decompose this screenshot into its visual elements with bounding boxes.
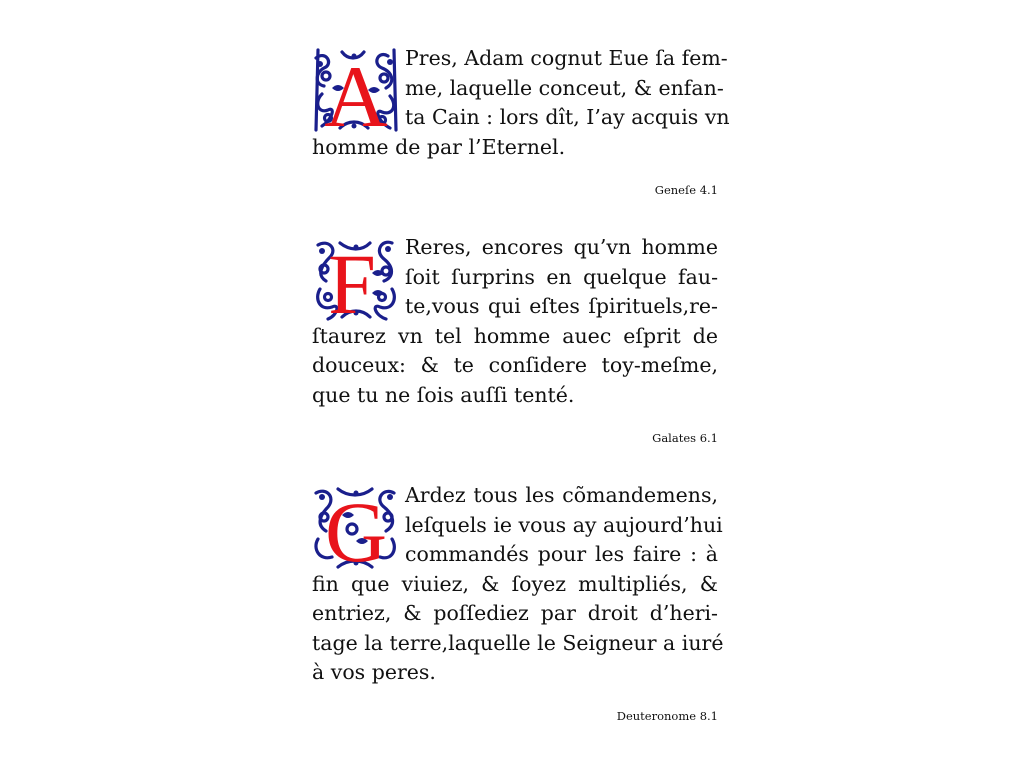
text-line: ta Cain : lors dît, I’ay acquis vn (405, 105, 730, 129)
passage-deuteronomy (312, 481, 724, 723)
floral-ornament-icon (312, 485, 398, 569)
text-line: ſoit ſurprins en quelque fau- (405, 264, 718, 289)
text-line: Pres, Adam cognut Eue ſa fem- (405, 46, 728, 70)
text-line: commandés pour les faire : à (405, 542, 718, 566)
ornamental-initial-g (312, 485, 398, 569)
text-line: te,vous qui eſtes ſpirituels,re- (405, 294, 718, 318)
text-line: Ardez tous les cõmandemens, (405, 483, 718, 507)
text-line: à vos peres. (312, 660, 436, 684)
scripture-reference: Galates 6.1 (652, 431, 718, 445)
passage-genesis (312, 44, 730, 197)
svg-text:G: G (324, 485, 388, 569)
svg-text:A: A (324, 49, 388, 132)
ornamental-initial-a (312, 48, 398, 132)
text-line: ſtaurez vn tel homme auec eſprit de (312, 323, 718, 348)
text-line: ﬁn que viuiez, & ſoyez multipliés, & (312, 571, 718, 596)
svg-text:F: F (328, 237, 376, 321)
text-line: leſquels ie vous ay aujourd’hui (405, 512, 723, 537)
scripture-reference: Deuteronome 8.1 (616, 708, 718, 723)
text-line: entriez, & poſſediez par droit d’heri- (312, 601, 718, 625)
text-line: homme de par l’Eternel. (312, 134, 566, 159)
text-line: Reres, encores qu’vn homme (405, 235, 718, 259)
passage-galatians (312, 233, 718, 445)
floral-ornament-icon (312, 48, 398, 132)
text-line: tage la terre,laquelle le Seigneur a iuré (312, 630, 724, 655)
scripture-reference: Geneſe 4.1 (654, 183, 718, 197)
text-line: douceux: & te conſidere toy-meſme, (312, 353, 718, 377)
ornamental-initial-f (312, 237, 398, 321)
text-line: me, laquelle conceut, & enfan- (405, 75, 724, 100)
floral-ornament-icon (312, 237, 398, 321)
text-line: que tu ne ſois auſſi tenté. (312, 382, 575, 407)
